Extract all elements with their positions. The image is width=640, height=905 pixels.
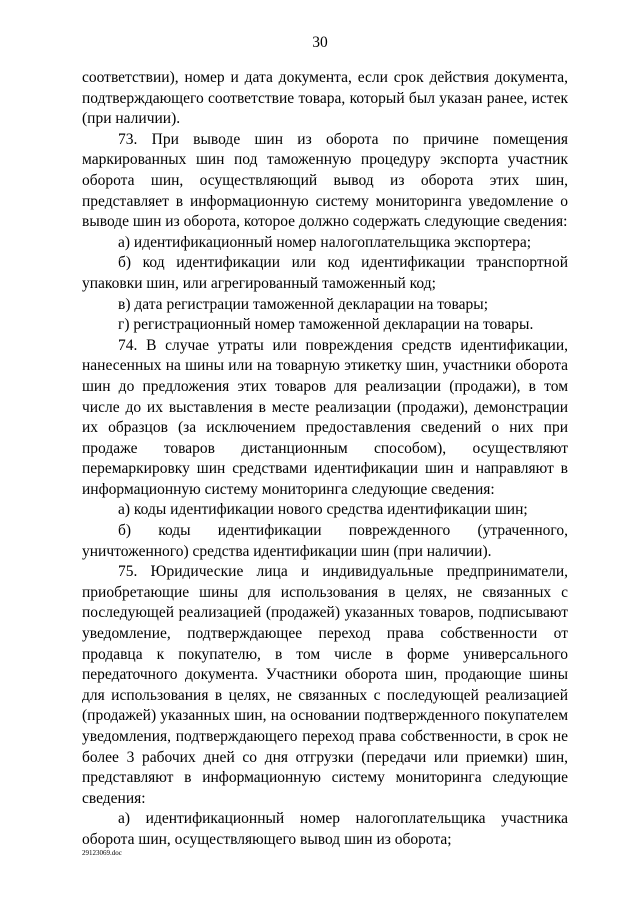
paragraph-75-item-a: а) идентификационный номер налогоплательщика участника оборота шин, осуществляющего вывод шин из оборота; bbox=[82, 810, 568, 848]
page-number: 30 bbox=[312, 34, 328, 51]
paragraph-continuation: соответствии), номер и дата документа, если срок действия документа, подтверждающего соответствие товара, который был указан ранее, истек (при наличии). bbox=[82, 69, 568, 128]
paragraph-73: 73. При выводе шин из оборота по причине помещения маркированных шин под таможенную процедуру экспорта участник оборота шин, осуществляющий вывод из оборота этих шин, представляет в информационную систему мониторинга уведомление о выводе шин из оборота, которое должно содержать следующие сведения: bbox=[82, 130, 568, 231]
paragraph-75: 75. Юридические лица и индивидуальные предприниматели, приобретающие шины для использования в целях, не связанных с последующей реализацией (продажей) указанных товаров, подписывают уведомление, подтверждающее переход права собственности от продавца к покупателю, в том числе в форме универсального передаточного документа. Участники оборота шин, продающие шины для использования в целях, не связанных с последующей реализацией (продажей) указанных шин, на основании подтвержденного покупателем уведомления, подтверждающего переход права собственности, в срок не более 3 рабочих дней со дня отгрузки (передачи или приемки) шин, представляют в информационную систему мониторинга следующие сведения: bbox=[82, 563, 568, 807]
paragraph-73-item-v: в) дата регистрации таможенной декларации на товары; bbox=[118, 295, 488, 313]
paragraph-74: 74. В случае утраты или повреждения средств идентификации, нанесенных на шины или на товарную этикетку шин, участники оборота шин до предложения этих товаров для реализации (продажи), в том числе до их выставления в месте реализации (продажи), демонстрации их образцов (за исключением предоставления сведений о них при продаже товаров дистанционным способом), осуществляют перемаркировку шин средствами идентификации шин и направляют в информационную систему мониторинга следующие сведения: bbox=[82, 336, 568, 498]
paragraph-73-item-a: а) идентификационный номер налогоплательщика экспортера; bbox=[118, 233, 532, 251]
paragraph-73-item-b: б) код идентификации или код идентификации транспортной упаковки шин, или агрегированный таможенный код; bbox=[82, 254, 568, 292]
paragraph-74-item-b: б) коды идентификации поврежденного (утраченного, уничтоженного) средства идентификации шин (при наличии). bbox=[82, 522, 568, 560]
document-body bbox=[82, 68, 568, 851]
paragraph-73-item-g: г) регистрационный номер таможенной декларации на товары. bbox=[118, 316, 534, 334]
footer-file-name: 29123069.doc bbox=[82, 849, 122, 857]
paragraph-74-item-a: а) коды идентификации нового средства идентификации шин; bbox=[118, 501, 528, 519]
